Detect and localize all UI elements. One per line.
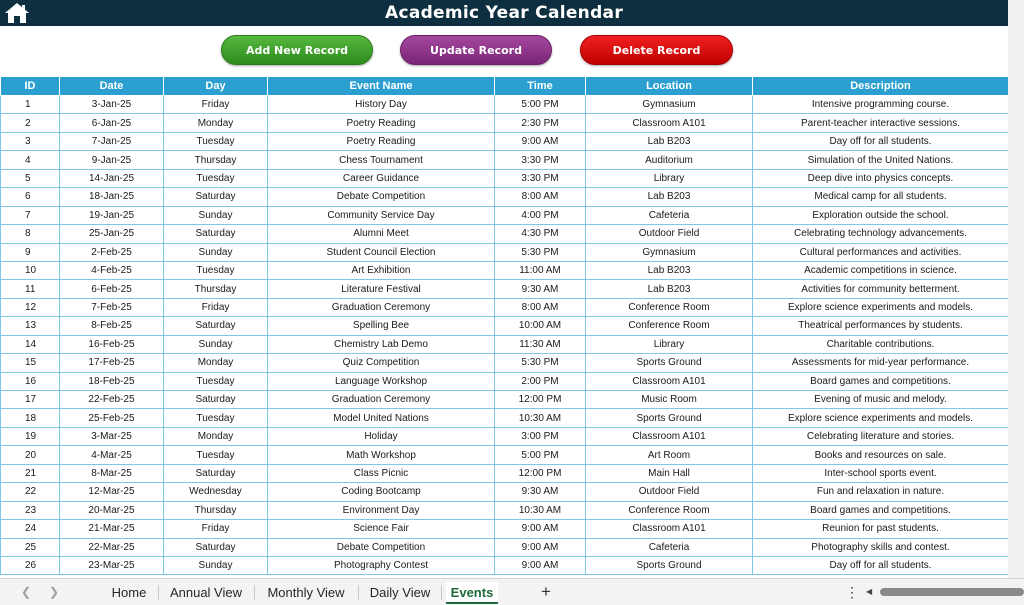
cell-day[interactable]: Monday bbox=[164, 427, 268, 445]
vertical-scrollbar[interactable] bbox=[1008, 0, 1024, 578]
table-row[interactable] bbox=[1, 188, 1009, 206]
cell-description[interactable]: Intensive programming course. bbox=[753, 96, 1009, 114]
events-table bbox=[0, 76, 1008, 575]
cell-date[interactable]: 21-Mar-25 bbox=[60, 520, 164, 538]
cell-id[interactable]: 23 bbox=[1, 501, 60, 519]
cell-description[interactable]: Board games and competitions. bbox=[753, 501, 1009, 519]
cell-description[interactable]: Deep dive into physics concepts. bbox=[753, 169, 1009, 187]
table-row[interactable] bbox=[1, 96, 1009, 114]
cell-date[interactable]: 3-Mar-25 bbox=[60, 427, 164, 445]
cell-id[interactable]: 9 bbox=[1, 243, 60, 261]
page-title: Academic Year Calendar bbox=[384, 3, 624, 23]
cell-day[interactable]: Tuesday bbox=[164, 446, 268, 464]
cell-id[interactable]: 7 bbox=[1, 206, 60, 224]
cell-day[interactable]: Tuesday bbox=[164, 409, 268, 427]
next-sheet-button[interactable] bbox=[46, 583, 62, 601]
cell-event-name[interactable]: Quiz Competition bbox=[268, 354, 495, 372]
cell-day[interactable]: Monday bbox=[164, 114, 268, 132]
cell-description[interactable]: Activities for community betterment. bbox=[753, 280, 1009, 298]
cell-location[interactable]: Lab B203 bbox=[586, 261, 753, 279]
cell-time[interactable]: 5:00 PM bbox=[495, 446, 586, 464]
cell-time[interactable]: 8:00 AM bbox=[495, 298, 586, 316]
cell-location[interactable]: Cafeteria bbox=[586, 206, 753, 224]
cell-location[interactable]: Cafeteria bbox=[586, 538, 753, 556]
cell-day[interactable]: Saturday bbox=[164, 225, 268, 243]
cell-event-name[interactable]: Graduation Ceremony bbox=[268, 391, 495, 409]
cell-event-name[interactable]: Poetry Reading bbox=[268, 132, 495, 150]
table-row[interactable] bbox=[1, 556, 1009, 574]
cell-date[interactable]: 4-Feb-25 bbox=[60, 261, 164, 279]
cell-description[interactable]: Celebrating technology advancements. bbox=[753, 225, 1009, 243]
cell-description[interactable]: Celebrating literature and stories. bbox=[753, 427, 1009, 445]
cell-time[interactable]: 12:00 PM bbox=[495, 464, 586, 482]
cell-event-name[interactable]: Coding Bootcamp bbox=[268, 483, 495, 501]
cell-event-name[interactable]: Graduation Ceremony bbox=[268, 298, 495, 316]
cell-day[interactable]: Tuesday bbox=[164, 372, 268, 390]
cell-time[interactable]: 9:00 AM bbox=[495, 538, 586, 556]
cell-event-name[interactable]: History Day bbox=[268, 96, 495, 114]
cell-id[interactable]: 21 bbox=[1, 464, 60, 482]
cell-event-name[interactable]: Chemistry Lab Demo bbox=[268, 335, 495, 353]
cell-description[interactable]: Medical camp for all students. bbox=[753, 188, 1009, 206]
cell-day[interactable]: Tuesday bbox=[164, 169, 268, 187]
cell-date[interactable]: 12-Mar-25 bbox=[60, 483, 164, 501]
cell-date[interactable]: 18-Jan-25 bbox=[60, 188, 164, 206]
cell-location[interactable]: Conference Room bbox=[586, 317, 753, 335]
cell-day[interactable]: Sunday bbox=[164, 243, 268, 261]
cell-description[interactable]: Cultural performances and activities. bbox=[753, 243, 1009, 261]
cell-location[interactable]: Lab B203 bbox=[586, 188, 753, 206]
cell-day[interactable]: Sunday bbox=[164, 335, 268, 353]
table-row[interactable] bbox=[1, 372, 1009, 390]
cell-time[interactable]: 9:00 AM bbox=[495, 132, 586, 150]
cell-location[interactable]: Outdoor Field bbox=[586, 483, 753, 501]
cell-id[interactable]: 22 bbox=[1, 483, 60, 501]
cell-event-name[interactable]: Poetry Reading bbox=[268, 114, 495, 132]
sheet-tab-bar bbox=[0, 578, 1024, 605]
tab-divider bbox=[254, 585, 255, 600]
table-row[interactable] bbox=[1, 280, 1009, 298]
cell-event-name[interactable]: Photography Contest bbox=[268, 556, 495, 574]
cell-date[interactable]: 8-Feb-25 bbox=[60, 317, 164, 335]
cell-id[interactable]: 17 bbox=[1, 391, 60, 409]
cell-id[interactable]: 14 bbox=[1, 335, 60, 353]
cell-description[interactable]: Evening of music and melody. bbox=[753, 391, 1009, 409]
cell-time[interactable]: 5:30 PM bbox=[495, 243, 586, 261]
cell-date[interactable]: 17-Feb-25 bbox=[60, 354, 164, 372]
cell-location[interactable]: Music Room bbox=[586, 391, 753, 409]
chevron-left-icon: ❮ bbox=[20, 585, 32, 599]
cell-event-name[interactable]: Career Guidance bbox=[268, 169, 495, 187]
table-row[interactable] bbox=[1, 243, 1009, 261]
cell-date[interactable]: 6-Jan-25 bbox=[60, 114, 164, 132]
cell-id[interactable]: 11 bbox=[1, 280, 60, 298]
cell-id[interactable]: 12 bbox=[1, 298, 60, 316]
cell-day[interactable]: Tuesday bbox=[164, 261, 268, 279]
cell-location[interactable]: Lab B203 bbox=[586, 280, 753, 298]
add-sheet-button[interactable]: + bbox=[541, 582, 551, 601]
cell-date[interactable]: 14-Jan-25 bbox=[60, 169, 164, 187]
cell-description[interactable]: Exploration outside the school. bbox=[753, 206, 1009, 224]
horizontal-scrollbar[interactable] bbox=[866, 586, 1024, 598]
cell-description[interactable]: Charitable contributions. bbox=[753, 335, 1009, 353]
cell-location[interactable]: Conference Room bbox=[586, 298, 753, 316]
cell-description[interactable]: Day off for all students. bbox=[753, 132, 1009, 150]
cell-id[interactable]: 24 bbox=[1, 520, 60, 538]
cell-event-name[interactable]: Art Exhibition bbox=[268, 261, 495, 279]
table-row[interactable] bbox=[1, 427, 1009, 445]
cell-date[interactable]: 2-Feb-25 bbox=[60, 243, 164, 261]
cell-location[interactable]: Main Hall bbox=[586, 464, 753, 482]
cell-day[interactable]: Wednesday bbox=[164, 483, 268, 501]
cell-time[interactable]: 8:00 AM bbox=[495, 188, 586, 206]
table-row[interactable] bbox=[1, 317, 1009, 335]
cell-id[interactable]: 19 bbox=[1, 427, 60, 445]
cell-time[interactable]: 10:30 AM bbox=[495, 409, 586, 427]
cell-time[interactable]: 11:30 AM bbox=[495, 335, 586, 353]
cell-time[interactable]: 10:00 AM bbox=[495, 317, 586, 335]
cell-description[interactable]: Photography skills and contest. bbox=[753, 538, 1009, 556]
table-row[interactable] bbox=[1, 464, 1009, 482]
cell-date[interactable]: 4-Mar-25 bbox=[60, 446, 164, 464]
cell-id[interactable]: 6 bbox=[1, 188, 60, 206]
cell-description[interactable]: Inter-school sports event. bbox=[753, 464, 1009, 482]
cell-event-name[interactable]: Model United Nations bbox=[268, 409, 495, 427]
cell-day[interactable]: Sunday bbox=[164, 206, 268, 224]
cell-description[interactable]: Board games and competitions. bbox=[753, 372, 1009, 390]
column-header-date[interactable]: Date bbox=[60, 77, 164, 96]
cell-location[interactable]: Auditorium bbox=[586, 151, 753, 169]
cell-event-name[interactable]: Holiday bbox=[268, 427, 495, 445]
cell-time[interactable]: 10:30 AM bbox=[495, 501, 586, 519]
table-row[interactable] bbox=[1, 114, 1009, 132]
table-row[interactable] bbox=[1, 206, 1009, 224]
column-header-event-name[interactable]: Event Name bbox=[268, 77, 495, 96]
cell-time[interactable]: 5:00 PM bbox=[495, 96, 586, 114]
cell-id[interactable]: 8 bbox=[1, 225, 60, 243]
cell-id[interactable]: 16 bbox=[1, 372, 60, 390]
cell-location[interactable]: Gymnasium bbox=[586, 96, 753, 114]
cell-event-name[interactable]: Community Service Day bbox=[268, 206, 495, 224]
cell-time[interactable]: 5:30 PM bbox=[495, 354, 586, 372]
cell-day[interactable]: Saturday bbox=[164, 391, 268, 409]
cell-id[interactable]: 26 bbox=[1, 556, 60, 574]
tab-events[interactable]: Events bbox=[446, 582, 498, 604]
cell-date[interactable]: 20-Mar-25 bbox=[60, 501, 164, 519]
cell-location[interactable]: Classroom A101 bbox=[586, 114, 753, 132]
cell-location[interactable]: Gymnasium bbox=[586, 243, 753, 261]
cell-location[interactable]: Lab B203 bbox=[586, 132, 753, 150]
table-row[interactable] bbox=[1, 483, 1009, 501]
cell-date[interactable]: 22-Mar-25 bbox=[60, 538, 164, 556]
tab-annual-view[interactable]: Annual View bbox=[169, 585, 243, 600]
table-row[interactable] bbox=[1, 409, 1009, 427]
cell-time[interactable]: 9:30 AM bbox=[495, 483, 586, 501]
cell-description[interactable]: Assessments for mid-year performance. bbox=[753, 354, 1009, 372]
cell-location[interactable]: Conference Room bbox=[586, 501, 753, 519]
cell-description[interactable]: Reunion for past students. bbox=[753, 520, 1009, 538]
cell-location[interactable]: Classroom A101 bbox=[586, 520, 753, 538]
cell-description[interactable]: Books and resources on sale. bbox=[753, 446, 1009, 464]
cell-event-name[interactable]: Environment Day bbox=[268, 501, 495, 519]
cell-id[interactable]: 5 bbox=[1, 169, 60, 187]
cell-time[interactable]: 4:30 PM bbox=[495, 225, 586, 243]
tab-home[interactable]: Home bbox=[111, 585, 147, 600]
cell-event-name[interactable]: Alumni Meet bbox=[268, 225, 495, 243]
cell-id[interactable]: 13 bbox=[1, 317, 60, 335]
table-header-row bbox=[1, 77, 1009, 96]
cell-date[interactable]: 25-Feb-25 bbox=[60, 409, 164, 427]
cell-time[interactable]: 2:00 PM bbox=[495, 372, 586, 390]
cell-date[interactable]: 7-Jan-25 bbox=[60, 132, 164, 150]
cell-event-name[interactable]: Student Council Election bbox=[268, 243, 495, 261]
chevron-right-icon: ❯ bbox=[48, 585, 60, 599]
cell-day[interactable]: Sunday bbox=[164, 556, 268, 574]
cell-day[interactable]: Tuesday bbox=[164, 132, 268, 150]
cell-time[interactable]: 11:00 AM bbox=[495, 261, 586, 279]
cell-date[interactable]: 9-Jan-25 bbox=[60, 151, 164, 169]
cell-date[interactable]: 19-Jan-25 bbox=[60, 206, 164, 224]
prev-sheet-button[interactable] bbox=[18, 583, 34, 601]
table-row[interactable] bbox=[1, 151, 1009, 169]
cell-description[interactable]: Explore science experiments and models. bbox=[753, 298, 1009, 316]
column-header-location[interactable]: Location bbox=[586, 77, 753, 96]
cell-description[interactable]: Parent-teacher interactive sessions. bbox=[753, 114, 1009, 132]
cell-event-name[interactable]: Literature Festival bbox=[268, 280, 495, 298]
cell-day[interactable]: Saturday bbox=[164, 464, 268, 482]
cell-event-name[interactable]: Debate Competition bbox=[268, 538, 495, 556]
home-button[interactable] bbox=[4, 2, 30, 24]
cell-event-name[interactable]: Chess Tournament bbox=[268, 151, 495, 169]
cell-description[interactable]: Explore science experiments and models. bbox=[753, 409, 1009, 427]
cell-date[interactable]: 8-Mar-25 bbox=[60, 464, 164, 482]
cell-day[interactable]: Saturday bbox=[164, 538, 268, 556]
table-row[interactable] bbox=[1, 169, 1009, 187]
cell-location[interactable]: Sports Ground bbox=[586, 409, 753, 427]
table-row[interactable] bbox=[1, 391, 1009, 409]
cell-id[interactable]: 20 bbox=[1, 446, 60, 464]
cell-description[interactable]: Day off for all students. bbox=[753, 556, 1009, 574]
cell-day[interactable]: Friday bbox=[164, 298, 268, 316]
table-row[interactable] bbox=[1, 132, 1009, 150]
cell-date[interactable]: 7-Feb-25 bbox=[60, 298, 164, 316]
column-header-id[interactable]: ID bbox=[1, 77, 60, 96]
table-row[interactable] bbox=[1, 520, 1009, 538]
cell-event-name[interactable]: Debate Competition bbox=[268, 188, 495, 206]
cell-day[interactable]: Saturday bbox=[164, 188, 268, 206]
cell-time[interactable]: 3:30 PM bbox=[495, 169, 586, 187]
table-row[interactable] bbox=[1, 225, 1009, 243]
column-header-time[interactable]: Time bbox=[495, 77, 586, 96]
cell-event-name[interactable]: Language Workshop bbox=[268, 372, 495, 390]
cell-time[interactable]: 12:00 PM bbox=[495, 391, 586, 409]
cell-day[interactable]: Friday bbox=[164, 520, 268, 538]
cell-location[interactable]: Sports Ground bbox=[586, 354, 753, 372]
cell-date[interactable]: 6-Feb-25 bbox=[60, 280, 164, 298]
cell-date[interactable]: 22-Feb-25 bbox=[60, 391, 164, 409]
table-row[interactable] bbox=[1, 335, 1009, 353]
cell-date[interactable]: 16-Feb-25 bbox=[60, 335, 164, 353]
cell-id[interactable]: 15 bbox=[1, 354, 60, 372]
table-row[interactable] bbox=[1, 446, 1009, 464]
cell-event-name[interactable]: Science Fair bbox=[268, 520, 495, 538]
cell-time[interactable]: 4:00 PM bbox=[495, 206, 586, 224]
cell-location[interactable]: Outdoor Field bbox=[586, 225, 753, 243]
cell-time[interactable]: 9:00 AM bbox=[495, 556, 586, 574]
cell-id[interactable]: 4 bbox=[1, 151, 60, 169]
cell-id[interactable]: 10 bbox=[1, 261, 60, 279]
cell-event-name[interactable]: Math Workshop bbox=[268, 446, 495, 464]
cell-day[interactable]: Thursday bbox=[164, 501, 268, 519]
cell-time[interactable]: 9:00 AM bbox=[495, 520, 586, 538]
cell-location[interactable]: Library bbox=[586, 335, 753, 353]
scroll-thumb[interactable] bbox=[880, 588, 1024, 596]
cell-event-name[interactable]: Spelling Bee bbox=[268, 317, 495, 335]
cell-date[interactable]: 18-Feb-25 bbox=[60, 372, 164, 390]
cell-time[interactable]: 3:30 PM bbox=[495, 151, 586, 169]
cell-id[interactable]: 18 bbox=[1, 409, 60, 427]
cell-location[interactable]: Library bbox=[586, 169, 753, 187]
cell-id[interactable]: 2 bbox=[1, 114, 60, 132]
cell-id[interactable]: 1 bbox=[1, 96, 60, 114]
scroll-left-button[interactable] bbox=[866, 586, 876, 598]
cell-date[interactable]: 3-Jan-25 bbox=[60, 96, 164, 114]
cell-day[interactable]: Monday bbox=[164, 354, 268, 372]
cell-description[interactable]: Academic competitions in science. bbox=[753, 261, 1009, 279]
table-row[interactable] bbox=[1, 354, 1009, 372]
cell-description[interactable]: Fun and relaxation in nature. bbox=[753, 483, 1009, 501]
cell-location[interactable]: Art Room bbox=[586, 446, 753, 464]
cell-time[interactable]: 2:30 PM bbox=[495, 114, 586, 132]
cell-day[interactable]: Thursday bbox=[164, 151, 268, 169]
cell-day[interactable]: Thursday bbox=[164, 280, 268, 298]
cell-location[interactable]: Classroom A101 bbox=[586, 427, 753, 445]
add-new-record-button[interactable]: Add New Record bbox=[221, 35, 373, 65]
title-bar bbox=[0, 0, 1008, 26]
cell-id[interactable]: 3 bbox=[1, 132, 60, 150]
events-grid bbox=[0, 76, 1008, 576]
cell-location[interactable]: Classroom A101 bbox=[586, 372, 753, 390]
tab-divider bbox=[441, 585, 442, 600]
delete-record-button[interactable]: Delete Record bbox=[580, 35, 733, 65]
cell-description[interactable]: Theatrical performances by students. bbox=[753, 317, 1009, 335]
cell-event-name[interactable]: Class Picnic bbox=[268, 464, 495, 482]
table-row[interactable] bbox=[1, 298, 1009, 316]
update-record-button[interactable]: Update Record bbox=[400, 35, 552, 65]
cell-location[interactable]: Sports Ground bbox=[586, 556, 753, 574]
cell-day[interactable]: Saturday bbox=[164, 317, 268, 335]
table-row[interactable] bbox=[1, 501, 1009, 519]
column-header-description[interactable]: Description bbox=[753, 77, 1009, 96]
tab-daily-view[interactable]: Daily View bbox=[369, 585, 431, 600]
cell-time[interactable]: 3:00 PM bbox=[495, 427, 586, 445]
cell-description[interactable]: Simulation of the United Nations. bbox=[753, 151, 1009, 169]
cell-date[interactable]: 23-Mar-25 bbox=[60, 556, 164, 574]
cell-id[interactable]: 25 bbox=[1, 538, 60, 556]
cell-date[interactable]: 25-Jan-25 bbox=[60, 225, 164, 243]
table-row[interactable] bbox=[1, 538, 1009, 556]
table-row[interactable] bbox=[1, 261, 1009, 279]
cell-time[interactable]: 9:30 AM bbox=[495, 280, 586, 298]
triangle-left-icon: ◀ bbox=[866, 587, 873, 596]
tab-monthly-view[interactable]: Monthly View bbox=[267, 585, 345, 600]
home-icon bbox=[4, 2, 30, 24]
more-options-button[interactable]: ⋮ bbox=[845, 584, 859, 600]
cell-day[interactable]: Friday bbox=[164, 96, 268, 114]
tab-divider bbox=[158, 585, 159, 600]
tab-divider bbox=[358, 585, 359, 600]
column-header-day[interactable]: Day bbox=[164, 77, 268, 96]
